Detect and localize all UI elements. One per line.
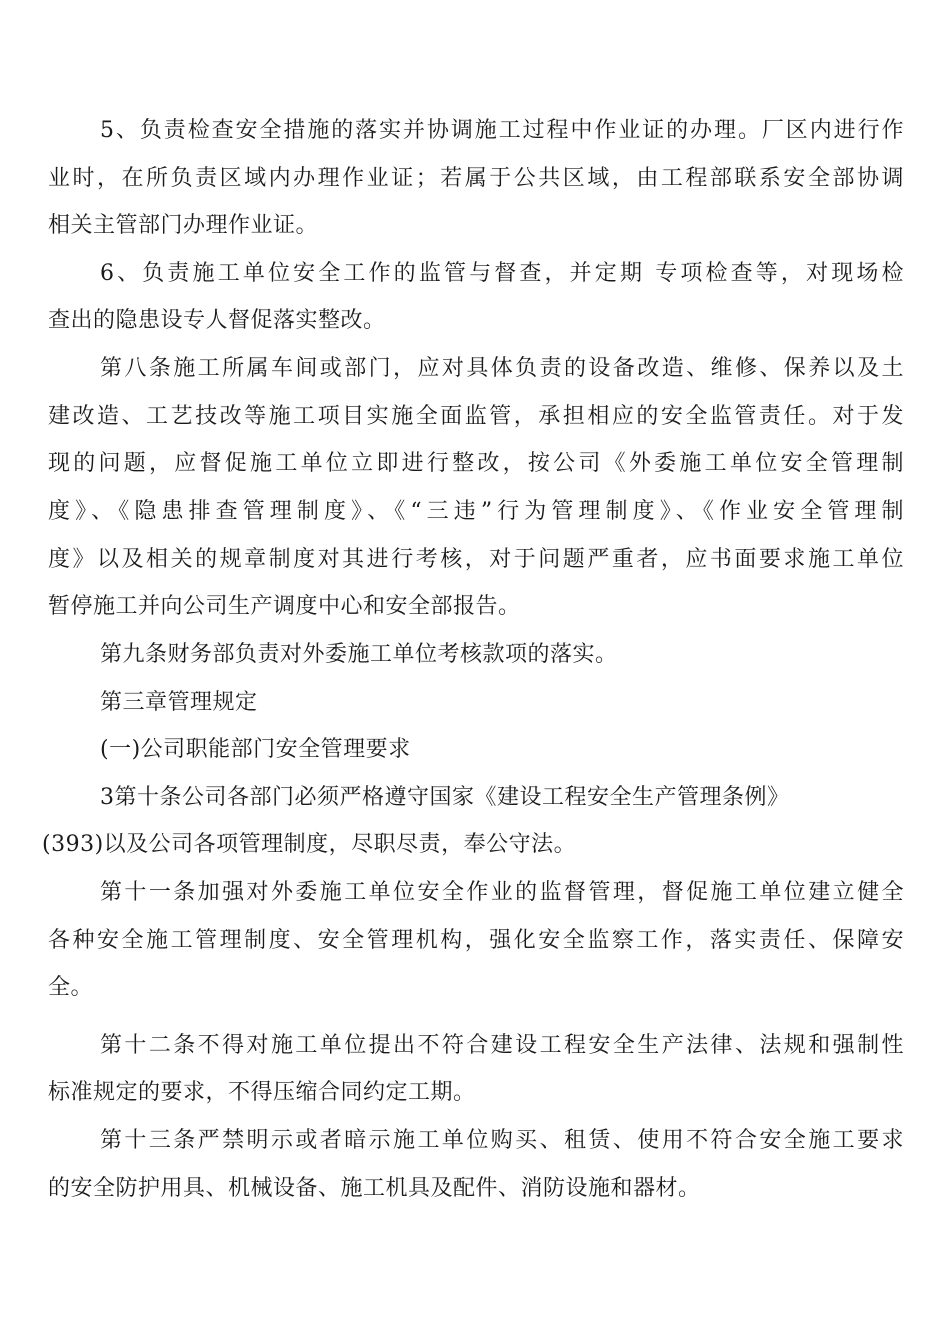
text-line: 第十三条严禁明示或者暗示施工单位购买、租赁、使用不符合安全施工要求 (100, 1128, 904, 1153)
text-line: 度》以及相关的规章制度对其进行考核，对于问题严重者，应书面要求施工单位 (48, 547, 904, 572)
text-line: 现的问题，应督促施工单位立即进行整改，按公司《外委施工单位安全管理制 (48, 451, 904, 476)
text-line: 第九条财务部负责对外委施工单位考核款项的落实。 (100, 642, 618, 667)
text-line: 全。 (48, 975, 94, 1000)
text-line: 各种安全施工管理制度、安全管理机构，强化安全监察工作，落实责任、保障安 (48, 928, 904, 953)
text-line: 标准规定的要求，不得压缩合同约定工期。 (48, 1080, 476, 1105)
text-line: 3第十条公司各部门必须严格遵守国家《建设工程安全生产管理条例》 (100, 785, 790, 810)
section-title: (一)公司职能部门安全管理要求 (100, 737, 411, 762)
text-line: 业时，在所负责区域内办理作业证；若属于公共区域，由工程部联系安全部协调 (48, 166, 904, 191)
text-line: 的安全防护用具、机械设备、施工机具及配件、消防设施和器材。 (48, 1176, 701, 1201)
text-line: 第十一条加强对外委施工单位安全作业的监督管理，督促施工单位建立健全 (100, 880, 904, 905)
text-line: 查出的隐患设专人督促落实整改。 (48, 308, 386, 333)
chapter-title: 第三章管理规定 (100, 690, 258, 715)
text-line: 6、负责施工单位安全工作的监管与督查，并定期 专项检查等，对现场检 (100, 261, 904, 286)
text-line: 5、负责检查安全措施的落实并协调施工过程中作业证的办理。厂区内进行作 (100, 118, 904, 143)
text-line: 暂停施工并向公司生产调度中心和安全部报告。 (48, 594, 521, 619)
text-line: 度》、《隐患排查管理制度》、《“三违”行为管理制度》、《作业安全管理制 (48, 499, 904, 524)
text-line: 相关主管部门办理作业证。 (48, 213, 319, 238)
text-line: (393)以及公司各项管理制度，尽职尽责，奉公守法。 (42, 832, 577, 857)
text-line: 第八条施工所属车间或部门，应对具体负责的设备改造、维修、保养以及土 (100, 356, 904, 381)
text-line: 建改造、工艺技改等施工项目实施全面监管，承担相应的安全监管责任。对于发 (48, 404, 904, 429)
text-line: 第十二条不得对施工单位提出不符合建设工程安全生产法律、法规和强制性 (100, 1033, 904, 1058)
